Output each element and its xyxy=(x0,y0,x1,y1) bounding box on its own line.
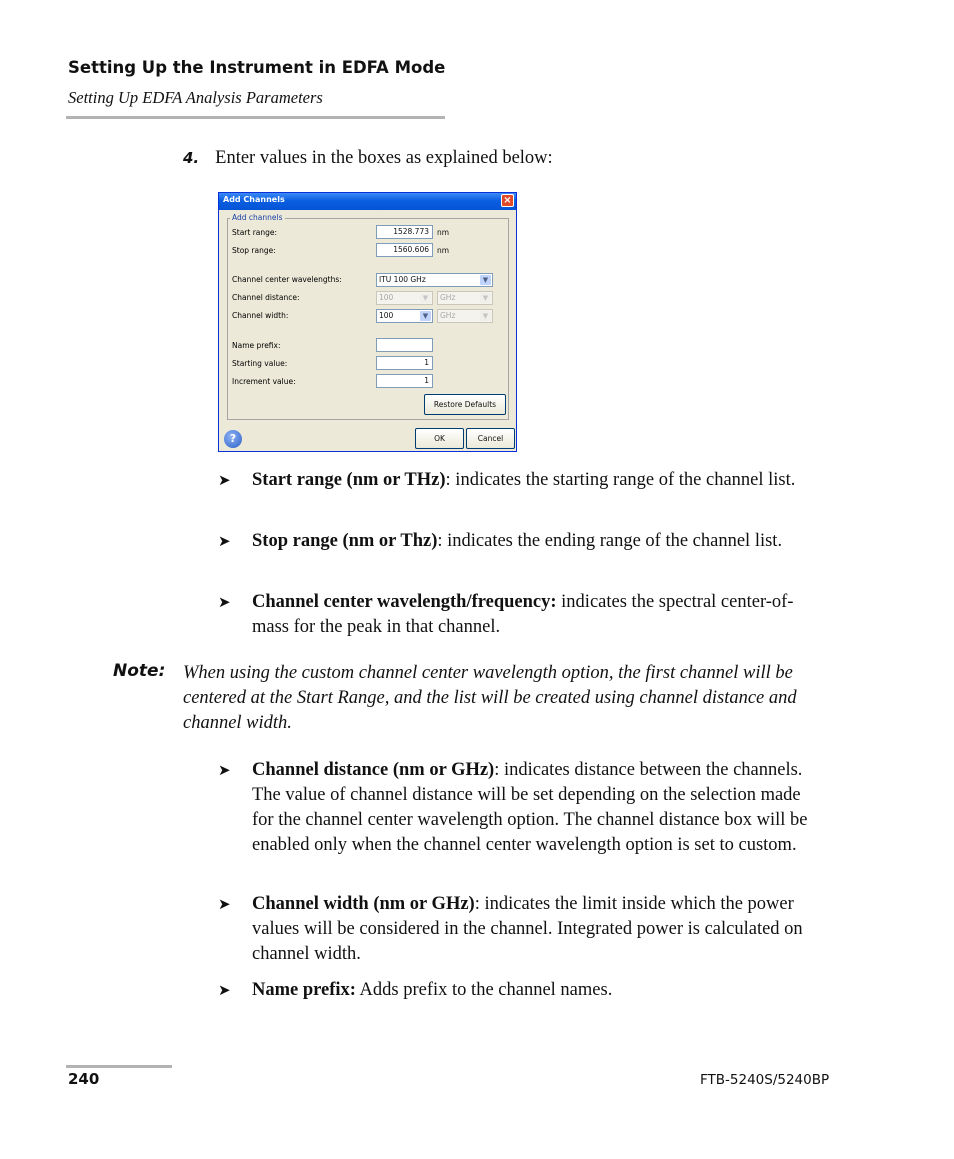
bullet-description: : indicates the limit inside which the power values will be considered in the channel. Integrated power is calculated on channel width. xyxy=(252,894,803,964)
page-number: 240 xyxy=(68,1070,100,1088)
chevron-down-icon[interactable]: ▼ xyxy=(480,311,491,321)
list-item xyxy=(218,529,818,579)
channel-distance-value: 100 xyxy=(379,293,394,302)
chevron-down-icon[interactable]: ▼ xyxy=(420,293,431,303)
arrow-bullet-icon: ➤ xyxy=(218,593,231,611)
list-item xyxy=(218,468,818,518)
bullet-description: Adds prefix to the channel names. xyxy=(355,980,613,1000)
name-prefix-label: Name prefix: xyxy=(232,341,281,350)
channel-width-unit-select[interactable] xyxy=(437,309,493,323)
add-channels-dialog xyxy=(218,192,517,452)
center-wavelengths-label: Channel center wavelengths: xyxy=(232,275,342,284)
channel-distance-unit-select[interactable] xyxy=(437,291,493,305)
section-subtitle: Setting Up EDFA Analysis Parameters xyxy=(68,88,323,107)
chevron-down-icon[interactable]: ▼ xyxy=(480,275,491,285)
increment-value-label: Increment value: xyxy=(232,377,296,386)
dialog-titlebar xyxy=(219,193,516,210)
channel-distance-label: Channel distance: xyxy=(232,293,300,302)
dialog-title: Add Channels xyxy=(223,195,285,204)
bullet-term: Name prefix: xyxy=(252,980,356,1000)
stop-range-input[interactable]: 1560.606 xyxy=(376,243,433,257)
section-title: Setting Up the Instrument in EDFA Mode xyxy=(68,58,446,77)
name-prefix-input[interactable] xyxy=(376,338,433,352)
bullet-term: Channel center wavelength/frequency: xyxy=(252,592,557,612)
footer-divider xyxy=(66,1065,172,1068)
channel-distance-select[interactable] xyxy=(376,291,433,305)
channel-width-select[interactable] xyxy=(376,309,433,323)
list-item xyxy=(218,892,818,967)
start-range-unit: nm xyxy=(437,228,450,237)
close-icon[interactable]: × xyxy=(501,194,514,207)
list-item xyxy=(218,758,818,883)
arrow-bullet-icon: ➤ xyxy=(218,981,231,999)
note-label: Note: xyxy=(113,661,166,681)
note-text: When using the custom channel center wavelength option, the first channel will be centered at the Start Range, and the list will be created using channel distance and channel width. xyxy=(183,663,797,733)
arrow-bullet-icon: ➤ xyxy=(218,471,231,489)
list-item xyxy=(218,978,818,1003)
channel-distance-unit: GHz xyxy=(440,293,456,302)
cancel-button[interactable]: Cancel xyxy=(466,428,515,449)
help-icon[interactable]: ? xyxy=(224,430,242,448)
step-instruction xyxy=(183,148,553,169)
bullet-description: : indicates the starting range of the channel list. xyxy=(445,470,796,490)
increment-value-input[interactable]: 1 xyxy=(376,374,433,388)
channel-width-label: Channel width: xyxy=(232,311,289,320)
bullet-description: indicates the spectral center-of-mass for the peak in that channel. xyxy=(252,592,794,637)
bullet-description: : indicates the ending range of the channel list. xyxy=(437,531,783,551)
ok-button[interactable]: OK xyxy=(415,428,464,449)
center-wavelengths-select[interactable] xyxy=(376,273,493,287)
chevron-down-icon[interactable]: ▼ xyxy=(480,293,491,303)
header-divider xyxy=(66,116,445,119)
bullet-term: Stop range (nm or Thz) xyxy=(252,531,438,551)
stop-range-label: Stop range: xyxy=(232,246,276,255)
starting-value-label: Starting value: xyxy=(232,359,288,368)
channel-width-unit: GHz xyxy=(440,311,456,320)
arrow-bullet-icon: ➤ xyxy=(218,895,231,913)
step-text: Enter values in the boxes as explained below: xyxy=(215,148,553,168)
stop-range-unit: nm xyxy=(437,246,450,255)
bullet-term: Channel width (nm or GHz) xyxy=(252,894,475,914)
list-item xyxy=(218,590,818,640)
product-model: FTB-5240S/5240BP xyxy=(700,1072,830,1088)
step-number: 4. xyxy=(183,149,200,167)
bullet-term: Channel distance (nm or GHz) xyxy=(252,760,495,780)
arrow-bullet-icon: ➤ xyxy=(218,532,231,550)
start-range-label: Start range: xyxy=(232,228,278,237)
arrow-bullet-icon: ➤ xyxy=(218,761,231,779)
group-label: Add channels xyxy=(232,213,283,222)
center-wavelengths-value: ITU 100 GHz xyxy=(379,275,426,284)
channel-width-value: 100 xyxy=(379,311,394,320)
restore-defaults-button[interactable]: Restore Defaults xyxy=(424,394,506,415)
bullet-term: Start range (nm or THz) xyxy=(252,470,446,490)
starting-value-input[interactable]: 1 xyxy=(376,356,433,370)
chevron-down-icon[interactable]: ▼ xyxy=(420,311,431,321)
start-range-input[interactable]: 1528.773 xyxy=(376,225,433,239)
bullet-description: : indicates distance between the channels. The value of channel distance will be set depending on the selection made for the channel center wavelength option. The channel distance box will be enabled only when the channel center wavelength option is set to custom. xyxy=(252,760,808,855)
